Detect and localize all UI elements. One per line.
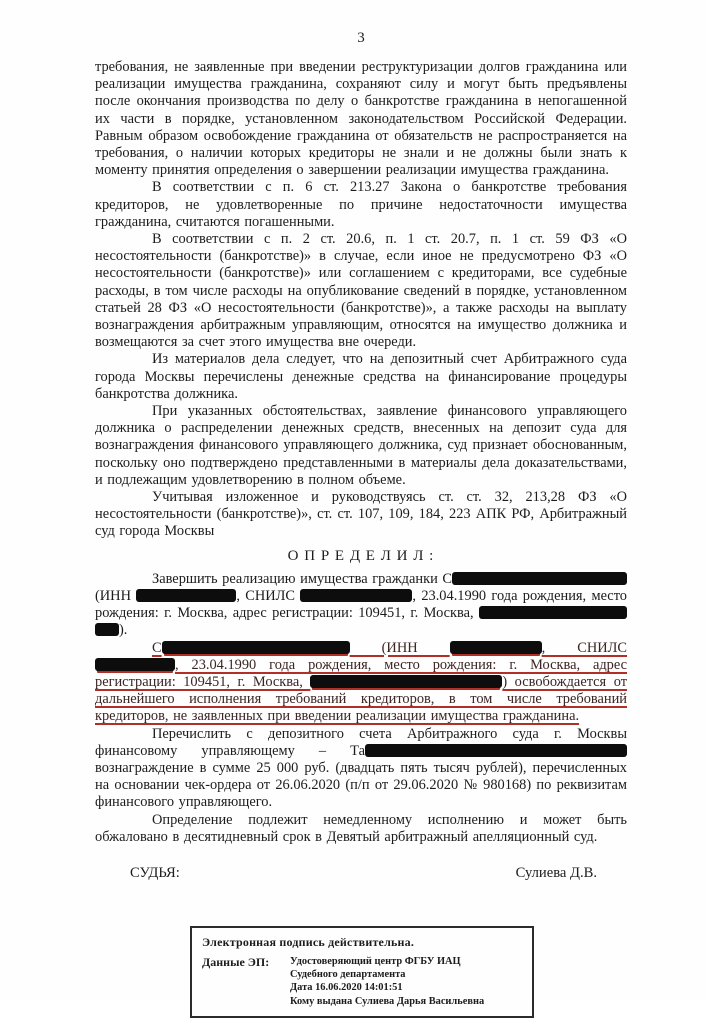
paragraph-legal-basis: Учитывая изложенное и руководствуясь ст. ст. 32, 213,28 ФЗ «О несостоятельности (банкротстве)», ст. ст. 107, 109, 184, 223 АПК РФ, Арбитражный суд города Москвы xyxy=(95,489,627,540)
paragraph-claims-deemed-settled: В соответствии с п. 6 ст. 213.27 Закона о банкротстве требования кредиторов, не удовлетворенные по причине недостаточности имущества гражданина, считаются погашенными. xyxy=(95,179,627,230)
paragraph-court-expenses: В соответствии с п. 2 ст. 20.6, п. 1 ст. 20.7, п. 1 ст. 59 ФЗ «О несостоятельности (банкротстве)» в случае, если иное не предусмотрено ФЗ «О несостоятельности (банкротстве)» или соглашением с кредиторами, все судебные расходы, в том числе расходы на опубликование сведений в порядке, установленном статьей 28 ФЗ «О несостоятельности (банкротстве)», а также расходы на выплату вознаграждения арбитражным управляющим, относятся на имущество должника и возмещаются за счет этого имущества вне очереди. xyxy=(95,231,627,351)
redaction-box xyxy=(300,589,412,602)
text-segment: (ИНН xyxy=(349,639,450,656)
text-segment: вознаграждение в сумме 25 000 руб. (двадцать пять тысяч рублей), перечисленных на основании чек-ордера от 26.06.2020 (п/п от 29.06.2020 № 980168) по реквизитам финансового управляющего. xyxy=(95,759,627,811)
redaction-box xyxy=(365,744,627,757)
paragraph-appeal-procedure: Определение подлежит немедленному исполнению и может быть обжаловано в десятидневный срок в Девятый арбитражный апелляционный суд. xyxy=(95,811,627,845)
stamp-issued-to: Кому выдана Сулиева Дарья Васильевна xyxy=(290,995,485,1007)
paragraph-transfer-remuneration xyxy=(95,726,627,812)
redaction-box xyxy=(310,675,502,688)
redaction-box xyxy=(452,572,627,585)
text-segment: (ИНН xyxy=(95,587,137,604)
redaction-box xyxy=(95,658,175,671)
operative-heading: О П Р Е Д Е Л И Л : xyxy=(287,547,435,564)
text-segment: Завершить реализацию имущества гражданки С xyxy=(152,570,452,587)
electronic-signature-stamp xyxy=(190,926,534,1018)
text-segment: , СНИЛС xyxy=(236,587,301,604)
stamp-authority: Удостоверяющий центр ФГБУ ИАЦ Судебного департамента xyxy=(290,955,461,981)
page-number: 3 xyxy=(357,30,365,46)
redaction-box xyxy=(136,589,236,602)
stamp-details xyxy=(290,955,502,1008)
paragraph-complete-realization xyxy=(95,571,627,640)
text-segment: , 23.04.1990 года рождения, место рождения: г. Москва, адрес регистрации: 109451, г. Москва, xyxy=(95,656,627,690)
redaction-box xyxy=(450,641,542,654)
text-segment: Перечислить с депозитного счета Арбитражного суда г. Москвы финансовому управляющему – Та xyxy=(95,725,627,759)
text-segment: ). xyxy=(119,622,128,639)
stamp-date: Дата 16.06.2020 14:01:51 xyxy=(290,982,403,994)
stamp-validity-line: Электронная подпись действительна. xyxy=(202,934,415,949)
paragraph-debtor-release xyxy=(95,640,627,726)
document-body xyxy=(95,59,627,1018)
redaction-box xyxy=(479,606,627,619)
redaction-box xyxy=(95,623,119,636)
judge-label: СУДЬЯ: xyxy=(130,864,180,881)
paragraph-application-justified: При указанных обстоятельствах, заявление финансового управляющего должника о распределении денежных средств, внесенных на депозит суда для вознаграждения финансового управляющего должника, суд признает обоснованным, поскольку оно подтверждено представленными в материалы дела доказательствами, и подлежащим удовлетворению в полном объеме. xyxy=(95,403,627,488)
judge-name: Сулиева Д.В. xyxy=(515,864,597,881)
judge-signature-row xyxy=(95,865,627,882)
redaction-box xyxy=(162,641,350,654)
text-segment: ) освобождается от дальнейшего исполнения требований кредиторов, в том числе требований кредиторов, не заявленных при введении реализации имущества гражданина. xyxy=(95,673,627,725)
stamp-data-label: Данные ЭП: xyxy=(202,954,270,969)
stamp-data-row xyxy=(202,955,524,1008)
text-segment: , 23.04.1990 года рождения, место рождения: г. Москва, адрес регистрации: 109451, г. Москва, xyxy=(95,587,627,622)
paragraph-unstated-claims: требования, не заявленные при введении реструктуризации долгов гражданина или реализации имущества гражданина, сохраняют силу и могут быть предъявлены после окончания производства по делу о банкротстве гражданина в непогашенной их части в порядке, установленном законодательством Российской Федерации. Равным образом освобождение гражданина от обязательств не распространяется на требования, о наличии которых кредиторы не знали и не должны были знать к моменту принятия определения о завершении реализации имущества гражданина. xyxy=(95,59,627,179)
text-segment: С xyxy=(152,639,162,656)
text-segment: , СНИЛС xyxy=(541,639,628,656)
paragraph-deposit-funds: Из материалов дела следует, что на депозитный счет Арбитражного суда города Москвы перечислены денежные средства на финансирование процедуры банкротства должника. xyxy=(95,351,627,402)
